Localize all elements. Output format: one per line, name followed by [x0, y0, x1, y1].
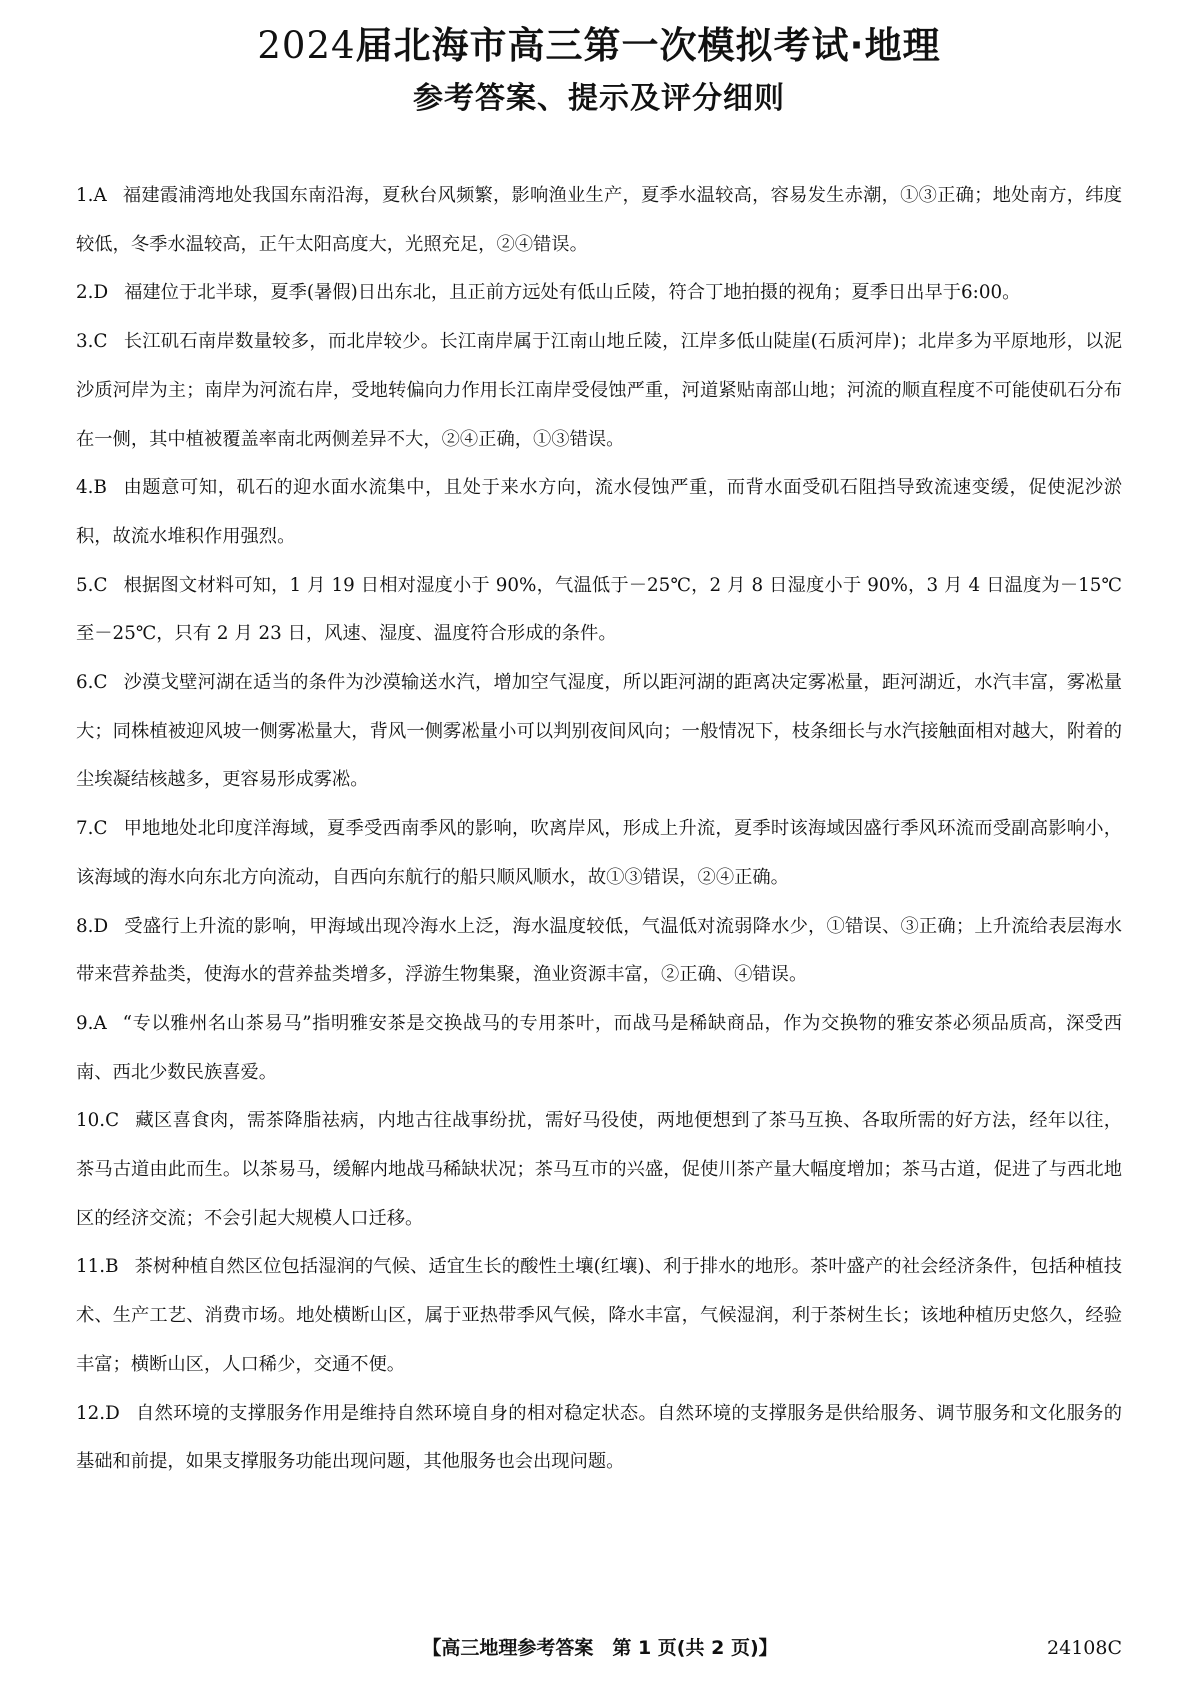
answer-text: 受盛行上升流的影响，甲海域出现冷海水上泛，海水温度较低，气温低对流弱降水少，①错误、③正确；上升流给表层海水带来营养盐类，使海水的营养盐类增多，浮游生物集聚，渔业资源丰富，②正确、④错误。	[76, 915, 1122, 986]
answer-label: 5.C	[76, 574, 108, 596]
answer-item-7	[76, 805, 1122, 902]
answer-text: 沙漠戈壁河湖在适当的条件为沙漠输送水汽，增加空气湿度，所以距河湖的距离决定雾凇量，距河湖近，水汽丰富，雾凇量大；同株植被迎风坡一侧雾凇量大，背风一侧雾凇量小可以判别夜间风向；一般情况下，枝条细长与水汽接触面相对越大，附着的尘埃凝结核越多，更容易形成雾凇。	[76, 672, 1122, 791]
answer-item-4	[76, 464, 1122, 561]
footer-code: 24108C	[1047, 1637, 1122, 1659]
title-main: 届北海市高三第一次模拟考试·地理	[355, 24, 941, 67]
answer-item-6	[76, 659, 1122, 805]
answer-label: 7.C	[76, 818, 108, 840]
answer-label: 4.B	[76, 477, 107, 499]
answer-label: 11.B	[76, 1256, 119, 1278]
answer-label: 6.C	[76, 672, 108, 694]
document-subtitle: 参考答案、提示及评分细则	[413, 81, 785, 116]
answer-text: “专以雅州名山茶易马”指明雅安茶是交换战马的专用茶叶，而战马是稀缺商品，作为交换物的雅安茶必须品质高，深受西南、西北少数民族喜爱。	[76, 1012, 1122, 1083]
page-footer	[0, 1628, 1200, 1668]
answer-item-2	[76, 269, 1122, 318]
answer-label: 2.D	[76, 282, 109, 304]
footer-page-label: 【高三地理参考答案 第 1 页(共 2 页)】	[422, 1637, 778, 1659]
title-year: 2024	[257, 24, 356, 67]
answer-text: 甲地地处北印度洋海域，夏季受西南季风的影响，吹离岸风，形成上升流，夏季时该海域因盛行季风环流而受副高影响小，该海域的海水向东北方向流动，自西向东航行的船只顺风顺水，故①③错误，②④正确。	[76, 818, 1122, 888]
answer-text: 福建霞浦湾地处我国东南沿海，夏秋台风频繁，影响渔业生产，夏季水温较高，容易发生赤潮，①③正确；地处南方，纬度较低，冬季水温较高，正午太阳高度大，光照充足，②④错误。	[76, 185, 1122, 255]
answer-item-12	[76, 1390, 1122, 1487]
answer-label: 10.C	[76, 1110, 120, 1132]
answer-text: 茶树种植自然区位包括湿润的气候、适宜生长的酸性土壤(红壤)、利于排水的地形。茶叶盛产的社会经济条件，包括种植技术、生产工艺、消费市场。地处横断山区，属于亚热带季风气候，降水丰富，气候湿润，利于茶树生长；该地种植历史悠久，经验丰富；横断山区，人口稀少，交通不便。	[76, 1256, 1122, 1375]
document-title	[76, 20, 1122, 72]
answer-item-10	[76, 1097, 1122, 1243]
answer-item-1	[76, 172, 1122, 269]
answer-label: 12.D	[76, 1402, 120, 1424]
answer-item-8	[76, 903, 1122, 1000]
answer-label: 8.D	[76, 915, 109, 937]
answer-item-11	[76, 1243, 1122, 1389]
answer-text: 由题意可知，矶石的迎水面水流集中，且处于来水方向，流水侵蚀严重，而背水面受矶石阻挡导致流速变缓，促使泥沙淤积，故流水堆积作用强烈。	[76, 477, 1122, 547]
answer-text: 自然环境的支撑服务作用是维持自然环境自身的相对稳定状态。自然环境的支撑服务是供给服务、调节服务和文化服务的基础和前提，如果支撑服务功能出现问题，其他服务也会出现问题。	[76, 1402, 1122, 1473]
answer-label: 9.A	[76, 1012, 107, 1034]
answer-item-3	[76, 318, 1122, 464]
answer-item-5	[76, 562, 1122, 659]
answer-text: 长江矶石南岸数量较多，而北岸较少。长江南岸属于江南山地丘陵，江岸多低山陡崖(石质河岸)；北岸多为平原地形，以泥沙质河岸为主；南岸为河流右岸，受地转偏向力作用长江南岸受侵蚀严重，河道紧贴南部山地；河流的顺直程度不可能使矶石分布在一侧，其中植被覆盖率南北两侧差异不大，②④正确，①③错误。	[76, 331, 1122, 450]
answer-label: 1.A	[76, 185, 107, 206]
answer-list	[76, 172, 1122, 1487]
answer-label: 3.C	[76, 331, 108, 353]
answer-text: 福建位于北半球，夏季(暑假)日出东北，且正前方远处有低山丘陵，符合丁地拍摄的视角；夏季日出早于6:00。	[124, 282, 1021, 304]
answer-text: 根据图文材料可知，1 月 19 日相对湿度小于 90%，气温低于－25℃，2 月 8 日湿度小于 90%，3 月 4 日温度为－15℃至－25℃，只有 2 月 23 日，风速、湿度、温度符合形成的条件。	[76, 574, 1122, 645]
answer-item-9	[76, 1000, 1122, 1097]
answer-text: 藏区喜食肉，需茶降脂祛病，内地古往战事纷扰，需好马役使，两地便想到了茶马互换、各取所需的好方法，经年以往，茶马古道由此而生。以茶易马，缓解内地战马稀缺状况；茶马互市的兴盛，促使川茶产量大幅度增加；茶马古道，促进了与西北地区的经济交流；不会引起大规模人口迁移。	[76, 1110, 1122, 1229]
